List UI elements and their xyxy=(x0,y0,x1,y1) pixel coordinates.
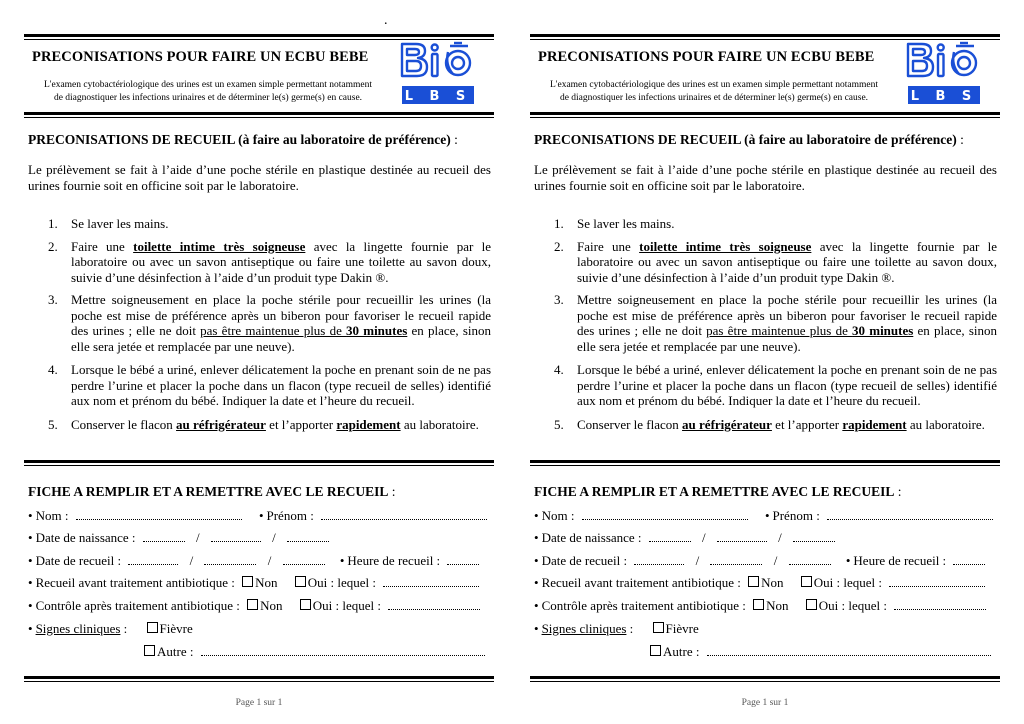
step-4: 4. Lorsque le bébé a uriné, enlever délicatement la poche en prenant soin de ne pas perdre l’urine et placer la poche dans un flacon (type recueil de selles) identifié aux nom et prénom du bébé. Indiquer la date et l’heure du recueil. xyxy=(554,362,997,408)
avant-oui-label: Oui : lequel : xyxy=(813,575,882,590)
recueil-year-field[interactable] xyxy=(789,553,831,565)
recueil-day-field[interactable] xyxy=(634,553,684,565)
controle-oui-checkbox[interactable] xyxy=(806,599,817,610)
controle-lequel-field[interactable] xyxy=(388,598,480,610)
recueil-steps xyxy=(554,216,997,432)
controle-lequel-field[interactable] xyxy=(894,598,986,610)
step-5: 5. Conserver le flacon au réfrigérateur et l’apporter rapidement au laboratoire. xyxy=(48,416,479,432)
prenom-label: Prénom : xyxy=(266,508,314,523)
document-intro xyxy=(24,79,392,105)
controle-non-checkbox[interactable] xyxy=(247,599,258,610)
prenom-field[interactable] xyxy=(321,508,487,520)
section-rule xyxy=(24,112,494,118)
naissance-label: Date de naissance : xyxy=(35,530,136,545)
bottom-rule xyxy=(24,676,494,682)
controle-non-label: Non xyxy=(766,598,789,613)
row-signes-cliniques: • Signes cliniques : Fièvre xyxy=(534,621,699,636)
heure-recueil-label: Heure de recueil : xyxy=(347,553,441,568)
date-recueil-label: Date de recueil : xyxy=(541,553,628,568)
naissance-day-field[interactable] xyxy=(649,530,691,542)
nom-field[interactable] xyxy=(582,508,748,520)
row-nom-prenom: • Nom : • Prénom : xyxy=(534,508,993,524)
controle-traitement-label: Contrôle après traitement antibiotique : xyxy=(541,598,746,613)
bottom-rule xyxy=(530,676,1000,682)
avant-lequel-field[interactable] xyxy=(383,575,479,587)
recueil-paragraph: Le prélèvement se fait à l’aide d’une poche stérile en plastique destinée au recueil des urines fournie soit en officine soit par le laboratoire. xyxy=(534,162,997,193)
recueil-month-field[interactable] xyxy=(204,553,256,565)
row-date-heure: • Date de recueil : / / • Heure de recueil : xyxy=(28,553,479,569)
document-title: PRECONISATIONS POUR FAIRE UN ECBU BEBE xyxy=(538,49,875,65)
top-mark: . xyxy=(384,13,388,28)
row-autre xyxy=(650,644,991,660)
section-rule xyxy=(530,460,1000,466)
recueil-section-title: PRECONISATIONS DE RECUEIL (à faire au laboratoire de préférence) : xyxy=(28,132,458,147)
step-3: 3. Mettre soigneusement en place la poche stérile pour recueillir les urines (la poche est mise de préférence après un biberon pour favoriser le recueil rapide des urines ; elle ne doit pas être maintenue plus de 30 minutes en place, sinon elle sera jetée et remplacée par une neuve). xyxy=(554,292,998,354)
naissance-day-field[interactable] xyxy=(143,530,185,542)
intro-line-1: L'examen cytobactériologique des urines est un examen simple permettant notamment xyxy=(43,80,373,90)
fiche-section-title: FICHE A REMPLIR ET A REMETTRE AVEC LE RECUEIL : xyxy=(28,484,396,499)
autre-label: Autre : xyxy=(157,644,194,659)
recueil-paragraph: Le prélèvement se fait à l’aide d’une poche stérile en plastique destinée au recueil des urines fournie soit en officine soit par le laboratoire. xyxy=(28,162,491,193)
fievre-checkbox[interactable] xyxy=(147,622,158,633)
avant-oui-label: Oui : lequel : xyxy=(307,575,376,590)
avant-lequel-field[interactable] xyxy=(889,575,985,587)
document-page-right xyxy=(530,0,1000,724)
section-rule xyxy=(530,112,1000,118)
recueil-month-field[interactable] xyxy=(710,553,762,565)
row-controle-traitement: • Contrôle après traitement antibiotique : Non Oui : lequel : xyxy=(534,598,986,614)
row-avant-traitement: • Recueil avant traitement antibiotique : Non Oui : lequel : xyxy=(534,575,985,591)
recueil-steps xyxy=(48,216,491,432)
nom-label: Nom : xyxy=(35,508,69,523)
autre-checkbox[interactable] xyxy=(650,645,661,656)
svg-text:L B S: L B S xyxy=(404,89,472,104)
avant-non-checkbox[interactable] xyxy=(748,576,759,587)
row-nom-prenom: • Nom : • Prénom : xyxy=(28,508,487,524)
autre-checkbox[interactable] xyxy=(144,645,155,656)
recueil-year-field[interactable] xyxy=(283,553,325,565)
step-2: 2. Faire une toilette intime très soigneuse avec la lingette fournie par le laboratoire ou avec un savon antiseptique ou faire une toilette au savon doux, suivie d’une désinfection à l’aide d’un produit type Dakin ®. xyxy=(554,238,997,285)
recueil-day-field[interactable] xyxy=(128,553,178,565)
row-controle-traitement: • Contrôle après traitement antibiotique : Non Oui : lequel : xyxy=(28,598,480,614)
date-recueil-label: Date de recueil : xyxy=(35,553,122,568)
row-autre xyxy=(144,644,485,660)
prenom-label: Prénom : xyxy=(772,508,820,523)
naissance-year-field[interactable] xyxy=(793,530,835,542)
avant-traitement-label: Recueil avant traitement antibiotique : xyxy=(541,575,741,590)
step-1: 1. Se laver les mains. xyxy=(48,216,169,231)
naissance-year-field[interactable] xyxy=(287,530,329,542)
fievre-label: Fièvre xyxy=(159,621,193,636)
fiche-section-title: FICHE A REMPLIR ET A REMETTRE AVEC LE RECUEIL : xyxy=(534,484,902,499)
heure-recueil-field[interactable] xyxy=(447,553,479,565)
step-1: 1. Se laver les mains. xyxy=(554,216,675,231)
nom-field[interactable] xyxy=(76,508,242,520)
row-naissance: • Date de naissance : / / xyxy=(534,530,835,546)
controle-non-checkbox[interactable] xyxy=(753,599,764,610)
bio-lbs-logo xyxy=(904,40,982,108)
row-naissance: • Date de naissance : / / xyxy=(28,530,329,546)
document-intro xyxy=(530,79,898,105)
controle-oui-label: Oui : lequel : xyxy=(818,598,888,613)
svg-text:L B S: L B S xyxy=(910,89,978,104)
step-5: 5. Conserver le flacon au réfrigérateur et l’apporter rapidement au laboratoire. xyxy=(554,416,985,432)
heure-recueil-label: Heure de recueil : xyxy=(853,553,947,568)
prenom-field[interactable] xyxy=(827,508,993,520)
autre-field[interactable] xyxy=(201,644,485,656)
page-footer: Page 1 sur 1 xyxy=(741,698,789,708)
controle-oui-checkbox[interactable] xyxy=(300,599,311,610)
avant-non-label: Non xyxy=(761,575,784,590)
naissance-month-field[interactable] xyxy=(211,530,261,542)
signes-cliniques-label: Signes cliniques xyxy=(35,621,121,636)
avant-non-label: Non xyxy=(255,575,278,590)
step-3: 3. Mettre soigneusement en place la poche stérile pour recueillir les urines (la poche est mise de préférence après un biberon pour favoriser le recueil rapide des urines ; elle ne doit pas être maintenue plus de 30 minutes en place, sinon elle sera jetée et remplacée par une neuve). xyxy=(48,292,492,354)
controle-non-label: Non xyxy=(260,598,283,613)
naissance-month-field[interactable] xyxy=(717,530,767,542)
heure-recueil-field[interactable] xyxy=(953,553,985,565)
nom-label: Nom : xyxy=(541,508,575,523)
bio-lbs-logo xyxy=(398,40,476,108)
avant-non-checkbox[interactable] xyxy=(242,576,253,587)
page-footer: Page 1 sur 1 xyxy=(235,698,283,708)
controle-oui-label: Oui : lequel : xyxy=(312,598,382,613)
controle-traitement-label: Contrôle après traitement antibiotique : xyxy=(35,598,240,613)
section-rule xyxy=(24,460,494,466)
signes-cliniques-label: Signes cliniques xyxy=(541,621,627,636)
document-title: PRECONISATIONS POUR FAIRE UN ECBU BEBE xyxy=(32,49,369,65)
intro-line-2: de diagnostiquer les infections urinaires et de déterminer le(s) germe(s) en cause. xyxy=(53,93,363,103)
autre-field[interactable] xyxy=(707,644,991,656)
row-date-heure: • Date de recueil : / / • Heure de recueil : xyxy=(534,553,985,569)
fievre-checkbox[interactable] xyxy=(653,622,664,633)
avant-oui-checkbox[interactable] xyxy=(801,576,812,587)
avant-oui-checkbox[interactable] xyxy=(295,576,306,587)
row-signes-cliniques: • Signes cliniques : Fièvre xyxy=(28,621,193,636)
step-4: 4. Lorsque le bébé a uriné, enlever délicatement la poche en prenant soin de ne pas perdre l’urine et placer la poche dans un flacon (type recueil de selles) identifié aux nom et prénom du bébé. Indiquer la date et l’heure du recueil. xyxy=(48,362,491,408)
recueil-section-title: PRECONISATIONS DE RECUEIL (à faire au laboratoire de préférence) : xyxy=(534,132,964,147)
row-avant-traitement: • Recueil avant traitement antibiotique : Non Oui : lequel : xyxy=(28,575,479,591)
autre-label: Autre : xyxy=(663,644,700,659)
intro-line-2: de diagnostiquer les infections urinaires et de déterminer le(s) germe(s) en cause. xyxy=(559,93,869,103)
naissance-label: Date de naissance : xyxy=(541,530,642,545)
step-2: 2. Faire une toilette intime très soigneuse avec la lingette fournie par le laboratoire ou avec un savon antiseptique ou faire une toilette au savon doux, suivie d’une désinfection à l’aide d’un produit type Dakin ®. xyxy=(48,238,491,285)
fievre-label: Fièvre xyxy=(665,621,699,636)
avant-traitement-label: Recueil avant traitement antibiotique : xyxy=(35,575,235,590)
intro-line-1: L'examen cytobactériologique des urines est un examen simple permettant notamment xyxy=(549,80,879,90)
document-page-left xyxy=(24,0,494,724)
